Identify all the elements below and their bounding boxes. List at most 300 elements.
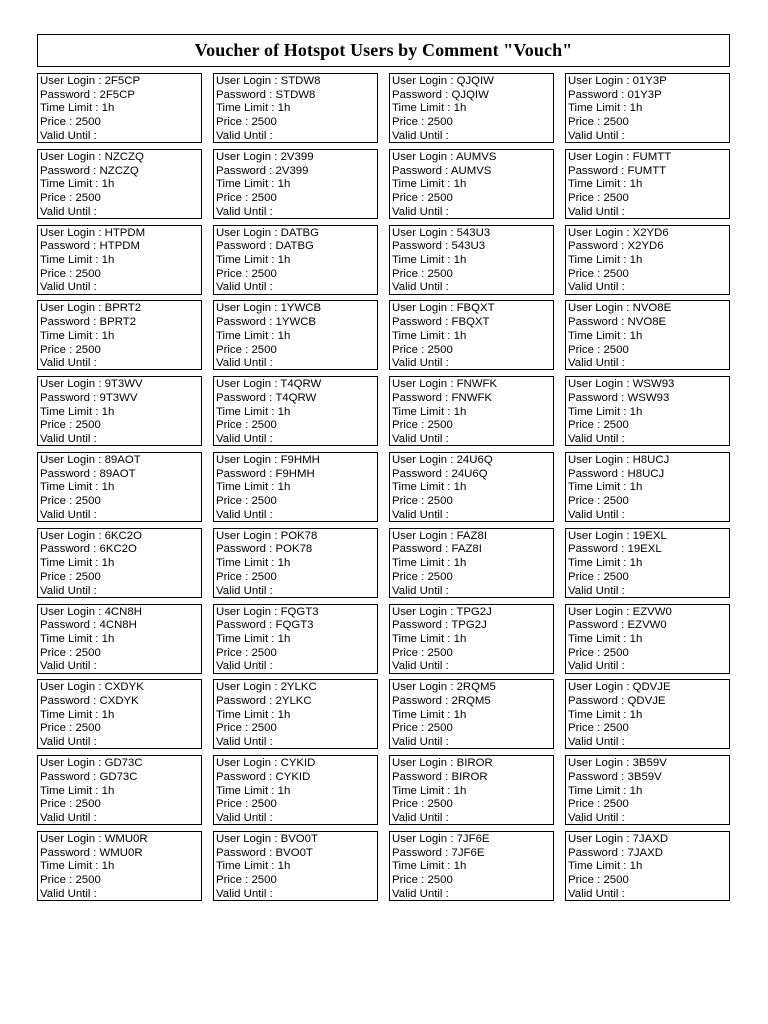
- time-limit-value: 1h: [629, 784, 643, 797]
- price-label: Price :: [40, 570, 76, 583]
- time-limit-value: 1h: [101, 557, 115, 570]
- valid-until-label: Valid Until :: [216, 887, 273, 900]
- time-limit-label: Time Limit :: [40, 254, 102, 266]
- valid-until-line: [40, 585, 201, 598]
- price-line: [40, 647, 201, 661]
- password-label: Password :: [40, 695, 100, 708]
- time-limit-line: [216, 481, 377, 495]
- price-value: 2500: [75, 116, 101, 129]
- password-value: 1YWCB: [275, 316, 317, 329]
- valid-until-line: [392, 660, 553, 673]
- time-limit-line: [392, 481, 553, 495]
- valid-until-line: [392, 888, 553, 901]
- price-value: 2500: [251, 798, 277, 811]
- price-value: 2500: [251, 646, 277, 659]
- user-login-label: User Login :: [568, 681, 633, 694]
- user-login-label: User Login :: [568, 832, 633, 845]
- user-login-value: NVO8E: [632, 302, 672, 315]
- time-limit-value: 1h: [453, 178, 467, 191]
- time-limit-value: 1h: [101, 481, 115, 494]
- user-login-label: User Login :: [40, 453, 105, 466]
- user-login-value: FNWFK: [456, 378, 498, 391]
- price-label: Price :: [392, 267, 428, 280]
- time-limit-line: [568, 557, 729, 571]
- password-line: [568, 695, 729, 709]
- user-login-label: User Login :: [392, 681, 457, 694]
- time-limit-value: 1h: [629, 557, 643, 570]
- user-login-value: HTPDM: [104, 226, 146, 239]
- user-login-line: [392, 833, 553, 847]
- password-line: [216, 392, 377, 406]
- user-login-value: 24U6Q: [456, 453, 493, 466]
- time-limit-value: 1h: [277, 329, 291, 342]
- price-label: Price :: [568, 191, 604, 204]
- user-login-value: 19EXL: [632, 529, 667, 542]
- price-value: 2500: [603, 419, 629, 432]
- time-limit-value: 1h: [101, 254, 115, 266]
- user-login-label: User Login :: [216, 453, 281, 466]
- time-limit-label: Time Limit :: [392, 784, 454, 797]
- user-login-line: [216, 454, 377, 468]
- time-limit-label: Time Limit :: [568, 102, 630, 115]
- user-login-value: CYKID: [280, 757, 316, 770]
- time-limit-label: Time Limit :: [40, 860, 102, 873]
- password-label: Password :: [216, 770, 276, 783]
- price-value: 2500: [603, 798, 629, 811]
- time-limit-label: Time Limit :: [392, 632, 454, 645]
- time-limit-line: [40, 633, 201, 647]
- valid-until-line: [216, 357, 377, 370]
- price-line: [216, 495, 377, 509]
- password-value: FAZ8I: [451, 543, 482, 556]
- password-value: CXDYK: [99, 695, 139, 708]
- time-limit-line: [216, 330, 377, 344]
- user-login-line: [40, 75, 201, 89]
- price-label: Price :: [40, 874, 76, 887]
- time-limit-value: 1h: [453, 708, 467, 721]
- user-login-label: User Login :: [568, 378, 633, 391]
- time-limit-label: Time Limit :: [216, 784, 278, 797]
- price-line: [568, 647, 729, 661]
- voucher-card: [565, 73, 730, 143]
- voucher-card: [213, 604, 378, 674]
- password-label: Password :: [216, 240, 276, 253]
- time-limit-label: Time Limit :: [216, 481, 278, 494]
- time-limit-line: [40, 330, 201, 344]
- password-label: Password :: [40, 391, 100, 404]
- voucher-card: [389, 300, 554, 370]
- valid-until-line: [392, 812, 553, 825]
- password-label: Password :: [568, 391, 628, 404]
- valid-until-line: [568, 130, 729, 143]
- price-value: 2500: [251, 570, 277, 583]
- valid-until-label: Valid Until :: [40, 357, 97, 370]
- voucher-card: [565, 604, 730, 674]
- user-login-line: [568, 530, 729, 544]
- user-login-value: POK78: [280, 529, 318, 542]
- voucher-card: [389, 149, 554, 219]
- password-label: Password :: [568, 467, 628, 480]
- price-value: 2500: [427, 495, 453, 508]
- time-limit-value: 1h: [101, 178, 115, 191]
- price-label: Price :: [40, 722, 76, 735]
- voucher-card: [37, 376, 202, 446]
- time-limit-line: [568, 178, 729, 192]
- voucher-card: [565, 831, 730, 901]
- price-label: Price :: [392, 874, 428, 887]
- time-limit-value: 1h: [453, 632, 467, 645]
- price-label: Price :: [216, 343, 252, 356]
- price-label: Price :: [216, 495, 252, 508]
- price-line: [216, 798, 377, 812]
- voucher-card: [213, 376, 378, 446]
- user-login-label: User Login :: [40, 757, 105, 770]
- user-login-label: User Login :: [216, 226, 281, 239]
- price-line: [40, 874, 201, 888]
- user-login-label: User Login :: [216, 832, 281, 845]
- price-line: [216, 571, 377, 585]
- password-line: [216, 847, 377, 861]
- user-login-value: 9T3WV: [104, 378, 143, 391]
- time-limit-line: [216, 178, 377, 192]
- password-label: Password :: [40, 88, 100, 101]
- time-limit-value: 1h: [277, 178, 291, 191]
- password-line: [392, 695, 553, 709]
- password-value: 2YLKC: [275, 695, 312, 708]
- time-limit-label: Time Limit :: [392, 102, 454, 115]
- time-limit-value: 1h: [453, 860, 467, 873]
- time-limit-value: 1h: [277, 481, 291, 494]
- password-line: [568, 240, 729, 254]
- price-line: [40, 344, 201, 358]
- price-line: [216, 192, 377, 206]
- valid-until-line: [216, 130, 377, 143]
- voucher-card: [565, 679, 730, 749]
- valid-until-label: Valid Until :: [40, 281, 97, 294]
- valid-until-line: [216, 660, 377, 673]
- valid-until-line: [216, 206, 377, 219]
- price-label: Price :: [392, 798, 428, 811]
- password-label: Password :: [216, 88, 276, 101]
- price-line: [40, 722, 201, 736]
- password-label: Password :: [216, 846, 276, 859]
- valid-until-label: Valid Until :: [568, 736, 625, 749]
- valid-until-line: [40, 812, 201, 825]
- user-login-line: [40, 378, 201, 392]
- valid-until-label: Valid Until :: [568, 811, 625, 824]
- voucher-card: [565, 528, 730, 598]
- password-value: H8UCJ: [627, 467, 665, 480]
- time-limit-value: 1h: [629, 254, 643, 266]
- time-limit-label: Time Limit :: [216, 329, 278, 342]
- valid-until-label: Valid Until :: [392, 433, 449, 445]
- user-login-label: User Login :: [40, 226, 105, 239]
- password-line: [40, 89, 201, 103]
- time-limit-line: [392, 785, 553, 799]
- password-value: FNWFK: [451, 391, 493, 404]
- price-label: Price :: [216, 722, 252, 735]
- valid-until-line: [392, 509, 553, 522]
- price-value: 2500: [75, 570, 101, 583]
- user-login-value: NZCZQ: [104, 150, 144, 163]
- price-label: Price :: [568, 798, 604, 811]
- time-limit-value: 1h: [629, 708, 643, 721]
- voucher-card: [213, 73, 378, 143]
- password-line: [40, 392, 201, 406]
- password-value: 7JAXD: [627, 846, 663, 859]
- password-line: [392, 392, 553, 406]
- price-label: Price :: [392, 116, 428, 129]
- valid-until-label: Valid Until :: [216, 736, 273, 749]
- password-line: [40, 695, 201, 709]
- valid-until-label: Valid Until :: [392, 811, 449, 824]
- user-login-line: [216, 530, 377, 544]
- time-limit-line: [40, 102, 201, 116]
- voucher-card: [389, 528, 554, 598]
- time-limit-label: Time Limit :: [216, 557, 278, 570]
- time-limit-label: Time Limit :: [392, 481, 454, 494]
- user-login-label: User Login :: [392, 832, 457, 845]
- valid-until-label: Valid Until :: [392, 508, 449, 521]
- user-login-line: [216, 75, 377, 89]
- user-login-line: [216, 302, 377, 316]
- price-value: 2500: [427, 419, 453, 432]
- price-line: [40, 192, 201, 206]
- valid-until-line: [392, 130, 553, 143]
- time-limit-value: 1h: [453, 254, 467, 266]
- price-line: [568, 874, 729, 888]
- user-login-value: 2V399: [280, 150, 314, 163]
- voucher-card: [213, 528, 378, 598]
- voucher-card: [389, 376, 554, 446]
- time-limit-value: 1h: [453, 784, 467, 797]
- price-value: 2500: [251, 495, 277, 508]
- voucher-card: [565, 149, 730, 219]
- voucher-card: [37, 73, 202, 143]
- valid-until-line: [216, 888, 377, 901]
- valid-until-label: Valid Until :: [40, 887, 97, 900]
- valid-until-line: [392, 736, 553, 749]
- user-login-value: FUMTT: [632, 150, 672, 163]
- password-label: Password :: [568, 240, 628, 253]
- valid-until-line: [392, 281, 553, 294]
- user-login-value: BIROR: [456, 757, 493, 770]
- time-limit-value: 1h: [629, 860, 643, 873]
- valid-until-label: Valid Until :: [216, 660, 273, 673]
- valid-until-line: [40, 130, 201, 143]
- password-line: [392, 468, 553, 482]
- time-limit-label: Time Limit :: [392, 405, 454, 418]
- price-value: 2500: [427, 343, 453, 356]
- price-line: [568, 495, 729, 509]
- password-value: CYKID: [275, 770, 311, 783]
- price-line: [392, 571, 553, 585]
- user-login-value: DATBG: [280, 226, 319, 239]
- user-login-label: User Login :: [40, 605, 105, 618]
- voucher-card: [389, 755, 554, 825]
- price-line: [216, 268, 377, 282]
- user-login-label: User Login :: [392, 302, 457, 315]
- time-limit-label: Time Limit :: [216, 632, 278, 645]
- voucher-card: [37, 149, 202, 219]
- time-limit-label: Time Limit :: [40, 178, 102, 191]
- user-login-value: BPRT2: [104, 302, 142, 315]
- price-label: Price :: [40, 419, 76, 432]
- valid-until-line: [568, 206, 729, 219]
- time-limit-value: 1h: [101, 632, 115, 645]
- user-login-line: [40, 757, 201, 771]
- voucher-card: [565, 225, 730, 295]
- time-limit-line: [40, 557, 201, 571]
- price-line: [392, 798, 553, 812]
- user-login-label: User Login :: [392, 529, 457, 542]
- user-login-value: TPG2J: [456, 605, 492, 618]
- valid-until-label: Valid Until :: [568, 584, 625, 597]
- price-value: 2500: [603, 722, 629, 735]
- time-limit-line: [392, 860, 553, 874]
- price-value: 2500: [603, 343, 629, 356]
- password-value: FQGT3: [275, 619, 314, 632]
- price-line: [568, 116, 729, 130]
- password-value: AUMVS: [450, 164, 492, 177]
- password-label: Password :: [40, 240, 100, 253]
- time-limit-line: [216, 785, 377, 799]
- valid-until-line: [216, 585, 377, 598]
- password-value: EZVW0: [627, 619, 667, 632]
- time-limit-label: Time Limit :: [392, 557, 454, 570]
- time-limit-line: [392, 330, 553, 344]
- password-value: NZCZQ: [99, 164, 139, 177]
- user-login-label: User Login :: [216, 757, 281, 770]
- valid-until-label: Valid Until :: [216, 129, 273, 142]
- password-line: [40, 468, 201, 482]
- price-line: [392, 268, 553, 282]
- time-limit-label: Time Limit :: [392, 254, 454, 266]
- valid-until-line: [40, 433, 201, 446]
- user-login-line: [568, 227, 729, 241]
- user-login-label: User Login :: [568, 529, 633, 542]
- price-label: Price :: [392, 495, 428, 508]
- time-limit-label: Time Limit :: [40, 329, 102, 342]
- valid-until-line: [40, 888, 201, 901]
- user-login-value: QDVJE: [632, 681, 671, 694]
- price-label: Price :: [40, 343, 76, 356]
- user-login-value: 2YLKC: [280, 681, 317, 694]
- user-login-line: [392, 378, 553, 392]
- price-value: 2500: [427, 191, 453, 204]
- price-value: 2500: [603, 570, 629, 583]
- user-login-label: User Login :: [568, 302, 633, 315]
- user-login-value: QJQIW: [456, 75, 494, 87]
- time-limit-label: Time Limit :: [40, 481, 102, 494]
- user-login-line: [392, 75, 553, 89]
- password-value: BVO0T: [275, 846, 313, 859]
- user-login-line: [216, 757, 377, 771]
- user-login-line: [40, 681, 201, 695]
- price-label: Price :: [568, 722, 604, 735]
- price-label: Price :: [568, 646, 604, 659]
- price-line: [568, 419, 729, 433]
- valid-until-label: Valid Until :: [392, 129, 449, 142]
- price-label: Price :: [216, 570, 252, 583]
- price-label: Price :: [392, 722, 428, 735]
- valid-until-line: [40, 281, 201, 294]
- price-value: 2500: [251, 722, 277, 735]
- price-value: 2500: [427, 267, 453, 280]
- password-value: F9HMH: [275, 467, 315, 480]
- user-login-label: User Login :: [392, 378, 457, 391]
- user-login-value: 89AOT: [104, 453, 141, 466]
- time-limit-line: [568, 860, 729, 874]
- time-limit-line: [568, 481, 729, 495]
- price-line: [392, 419, 553, 433]
- user-login-value: F9HMH: [280, 453, 320, 466]
- price-label: Price :: [40, 495, 76, 508]
- voucher-card: [37, 452, 202, 522]
- price-line: [392, 647, 553, 661]
- user-login-line: [392, 757, 553, 771]
- password-label: Password :: [40, 467, 100, 480]
- password-line: [216, 316, 377, 330]
- password-value: 01Y3P: [627, 88, 662, 101]
- user-login-label: User Login :: [392, 757, 457, 770]
- user-login-line: [40, 833, 201, 847]
- user-login-value: CXDYK: [104, 681, 144, 694]
- user-login-line: [216, 681, 377, 695]
- user-login-label: User Login :: [216, 75, 281, 87]
- price-label: Price :: [40, 267, 76, 280]
- user-login-label: User Login :: [40, 302, 105, 315]
- valid-until-line: [568, 585, 729, 598]
- user-login-value: BVO0T: [280, 832, 318, 845]
- user-login-value: 4CN8H: [104, 605, 142, 618]
- time-limit-value: 1h: [101, 102, 115, 115]
- user-login-line: [568, 75, 729, 89]
- user-login-label: User Login :: [40, 681, 105, 694]
- valid-until-line: [216, 281, 377, 294]
- password-line: [40, 771, 201, 785]
- price-label: Price :: [392, 646, 428, 659]
- user-login-value: 01Y3P: [632, 75, 667, 87]
- page-header: [37, 34, 730, 67]
- price-line: [40, 571, 201, 585]
- password-value: 2F5CP: [99, 88, 135, 101]
- valid-until-label: Valid Until :: [40, 508, 97, 521]
- price-value: 2500: [603, 874, 629, 887]
- user-login-line: [392, 454, 553, 468]
- time-limit-line: [392, 557, 553, 571]
- valid-until-label: Valid Until :: [568, 887, 625, 900]
- password-label: Password :: [392, 695, 452, 708]
- time-limit-label: Time Limit :: [568, 178, 630, 191]
- voucher-card: [37, 831, 202, 901]
- price-label: Price :: [392, 191, 428, 204]
- price-value: 2500: [427, 874, 453, 887]
- user-login-value: GD73C: [104, 757, 143, 770]
- price-value: 2500: [603, 495, 629, 508]
- password-label: Password :: [216, 695, 276, 708]
- user-login-line: [568, 151, 729, 165]
- password-value: NVO8E: [627, 316, 667, 329]
- valid-until-label: Valid Until :: [40, 811, 97, 824]
- price-label: Price :: [216, 874, 252, 887]
- valid-until-line: [568, 736, 729, 749]
- voucher-card: [37, 755, 202, 825]
- valid-until-label: Valid Until :: [568, 129, 625, 142]
- password-label: Password :: [40, 846, 100, 859]
- user-login-label: User Login :: [392, 226, 457, 239]
- voucher-card: [37, 528, 202, 598]
